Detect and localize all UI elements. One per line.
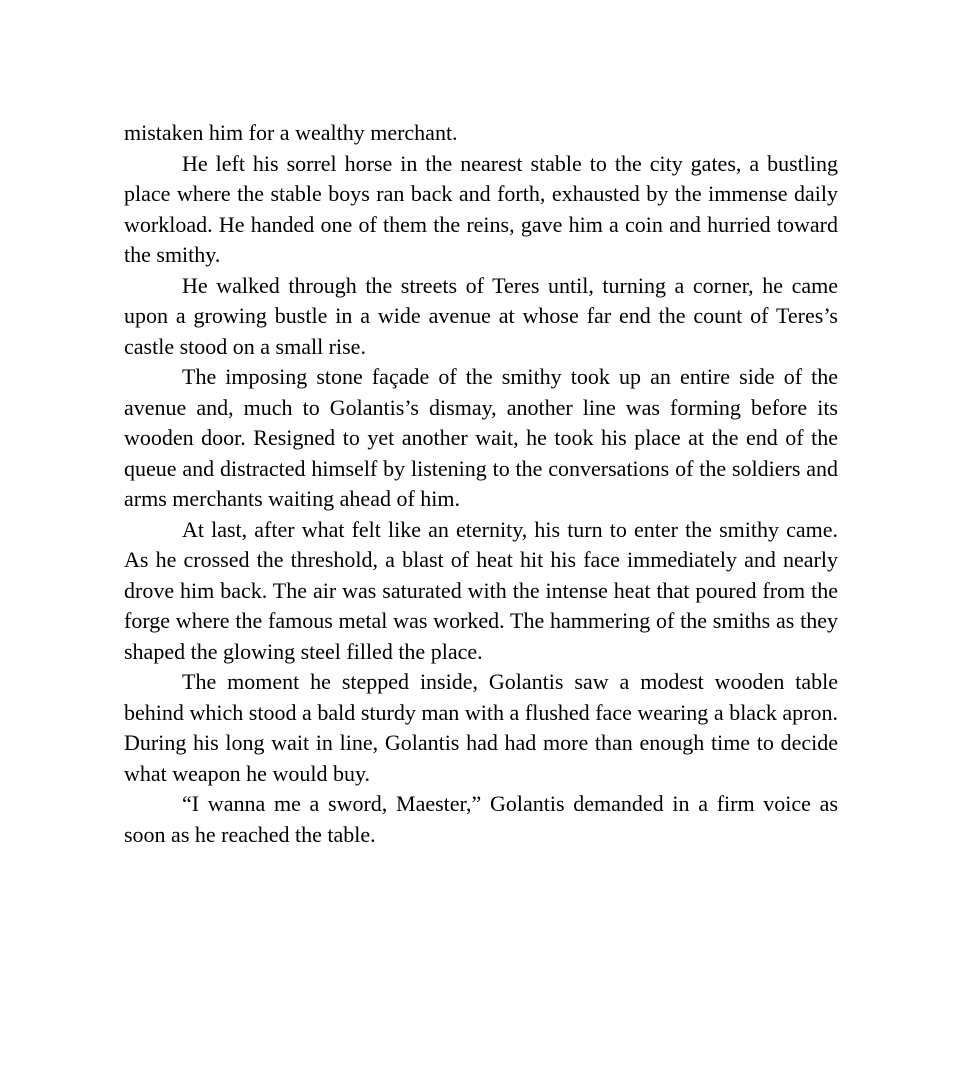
- paragraph: “I wanna me a sword, Maester,” Golantis demanded in a firm voice as soon as he reached the table.: [124, 791, 838, 847]
- paragraph: At last, after what felt like an eternity, his turn to enter the smithy came. As he crossed the threshold, a blast of heat hit his face immediately and nearly drove him back. The air was saturated with the intense heat that poured from the forge where the famous metal was worked. The hammering of the smiths as they shaped the glowing steel filled the place.: [124, 516, 838, 664]
- paragraph: The moment he stepped inside, Golantis saw a modest wooden table behind which stood a bald sturdy man with a flushed face wearing a black apron. During his long wait in line, Golantis had had more than enough time to decide what weapon he would buy.: [124, 669, 838, 786]
- paragraph: He walked through the streets of Teres until, turning a corner, he came upon a growing bustle in a wide avenue at whose far end the count of Teres’s castle stood on a small rise.: [124, 272, 838, 359]
- paragraph: The imposing stone façade of the smithy took up an entire side of the avenue and, much to Golantis’s dismay, another line was forming before its wooden door. Resigned to yet another wait, he took his place at the end of the queue and distracted himself by listening to the conversations of the soldiers and arms merchants waiting ahead of him.: [124, 364, 838, 511]
- text-block: [124, 118, 838, 850]
- paragraph: mistaken him for a wealthy merchant.: [124, 120, 458, 145]
- paragraph: He left his sorrel horse in the nearest stable to the city gates, a bustling place where the stable boys ran back and forth, exhausted by the immense daily workload. He handed one of them the reins, gave him a coin and hurried toward the smithy.: [124, 150, 838, 267]
